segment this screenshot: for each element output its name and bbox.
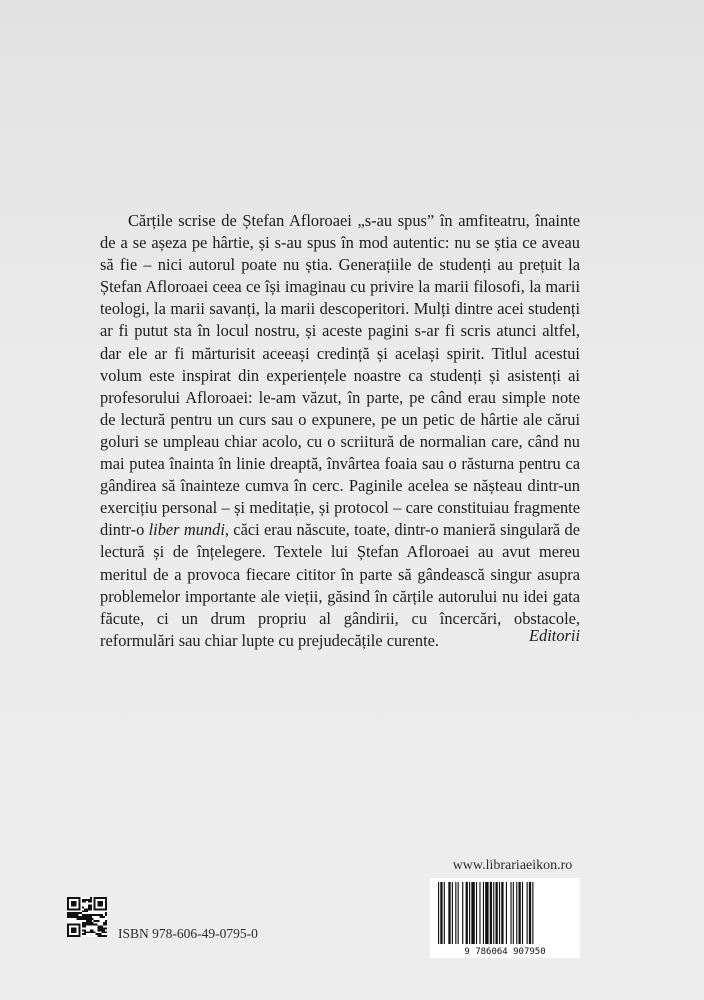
qr-module: [80, 916, 82, 918]
qr-module: [71, 916, 73, 918]
blurb-part-1: Cărțile scrise de Ștefan Afloroaei „s-au spus” în amfiteatru, înainte de a se așeza pe hârtie, și s-au spus în mod autentic: nu se știa ce aveau să fie – nici autorul poate nu știa. Generațiile de studenți au prețuit la Ștefan Afloroaei ceea ce își imaginau cu privire la marii filosofi, la marii teologi, la marii savanți, la marii descoperitori. Mulți dintre acei studenți ar fi putut sta în locul nostru, și aceste pagini s-ar fi scris atunci altfel, dar ele ar fi mărturisit aceeași credință și același spirit. Titlul acestui volum este inspirat din experiențele noastre ca studenți și asistenți ai profesorului Afloroaei: le-am văzut, în parte, pe când erau simple note de lectură pentru un curs sau o expunere, pe un petic de hârtie ale cărui goluri se umpleau chiar acolo, cu o scriitură de normalian care, când nu mai putea înainta în linie dreaptă, învârtea foaia sau o răsturna pentru ca gândirea să înainteze cumva în cerc. Paginile acelea se nășteau dintr-un exercițiu personal – și meditație, și protocol – care constituiau fragmente dintr-o: [100, 211, 580, 540]
blurb-part-2: , căci erau născute, toate, dintr-o manieră singulară de lectură și de înțelegere. Textele lui Ștefan Afloroaei au avut mereu meritul de a provoca fiecare cititor în parte să gândească singur asupra problemelor importante ale vieții, găsind în cărțile autorului nu idei gata făcute, ci un drum propriu al gândirii, cu încercări, obstacole, reformulări sau chiar lupte cu prejudecățile curente.: [100, 520, 580, 650]
qr-module: [101, 927, 103, 929]
qr-module: [84, 910, 86, 912]
qr-module: [103, 927, 105, 929]
qr-module: [105, 914, 107, 916]
qr-module: [86, 914, 88, 916]
qr-module: [84, 901, 86, 903]
qr-module: [75, 914, 77, 916]
barcode-bar: [455, 882, 456, 944]
qr-module: [73, 916, 75, 918]
qr-module: [101, 931, 103, 933]
qr-module: [82, 916, 84, 918]
qr-module: [80, 912, 82, 914]
qr-module: [96, 920, 98, 922]
qr-module: [84, 931, 86, 933]
barcode-bar: [483, 882, 484, 944]
qr-module: [86, 899, 88, 901]
qr-module: [82, 899, 84, 901]
qr-module: [92, 922, 94, 924]
qr-module: [71, 912, 73, 914]
qr-module: [92, 929, 94, 931]
blurb-text: [100, 210, 580, 652]
qr-module: [99, 914, 101, 916]
qr-module: [103, 922, 105, 924]
barcode-bars: [438, 882, 533, 944]
qr-module: [84, 914, 86, 916]
barcode-bar: [471, 882, 474, 944]
qr-module: [69, 914, 71, 916]
qr-module: [67, 916, 69, 918]
qr-module: [82, 918, 84, 920]
qr-module: [105, 920, 107, 922]
qr-module: [77, 912, 79, 914]
qr-module: [88, 920, 90, 922]
barcode-bar: [522, 882, 523, 944]
isbn: ISBN 978-606-49-0795-0: [118, 926, 258, 941]
qr-module: [94, 914, 96, 916]
qr-module: [82, 914, 84, 916]
qr-module: [69, 912, 71, 914]
qr-module: [90, 929, 92, 931]
website-url: www.librariaeikon.ro: [452, 858, 573, 873]
qr-module: [67, 914, 69, 916]
qr-module: [88, 899, 90, 901]
qr-module: [82, 929, 84, 931]
qr-module: [77, 916, 79, 918]
barcode-bar: [469, 882, 470, 944]
qr-module: [96, 924, 98, 926]
barcode-bar: [493, 882, 494, 944]
qr-module: [92, 924, 94, 926]
qr-module: [86, 908, 88, 910]
qr-module: [84, 933, 86, 935]
qr-module: [77, 914, 79, 916]
barcode-bar: [513, 882, 514, 944]
qr-module: [75, 912, 77, 914]
qr-module: [69, 916, 71, 918]
qr-module: [94, 920, 96, 922]
barcode-bar: [532, 882, 533, 944]
qr-code: [67, 897, 107, 937]
qr-module: [101, 929, 103, 931]
qr-module: [82, 924, 84, 926]
qr-module: [88, 931, 90, 933]
qr-module: [82, 933, 84, 935]
qr-module: [105, 912, 107, 914]
qr-module: [80, 918, 82, 920]
qr-module: [84, 899, 86, 901]
qr-module: [96, 914, 98, 916]
qr-module: [84, 922, 86, 924]
blurb-paragraph: [100, 210, 580, 652]
qr-module: [105, 924, 107, 926]
qr-module: [97, 927, 99, 929]
qr-module: [84, 929, 86, 931]
qr-module: [105, 935, 107, 937]
qr-module: [99, 933, 101, 935]
qr-module: [88, 908, 90, 910]
qr-module: [90, 918, 92, 920]
qr-module: [99, 927, 101, 929]
qr-module: [97, 935, 99, 937]
qr-module: [90, 916, 92, 918]
barcode-bar: [458, 882, 459, 944]
qr-module: [94, 931, 96, 933]
qr-module: [92, 931, 94, 933]
qr-module: [97, 914, 99, 916]
barcode-digits: 9 786064 907950: [464, 947, 546, 957]
qr-module: [71, 914, 73, 916]
qr-module: [97, 933, 99, 935]
qr-module: [84, 926, 86, 928]
qr-module: [73, 914, 75, 916]
qr-module: [105, 931, 107, 933]
qr-module: [88, 905, 90, 907]
qr-module: [82, 922, 84, 924]
qr-module: [90, 914, 92, 916]
barcode-bar: [516, 882, 517, 944]
barcode-bar: [529, 882, 531, 944]
qr-module: [92, 914, 94, 916]
qr-module: [94, 924, 96, 926]
qr-module: [84, 908, 86, 910]
qr-module: [84, 924, 86, 926]
barcode-bar: [501, 882, 503, 944]
qr-module: [101, 926, 103, 928]
qr-module: [82, 926, 84, 928]
qr-module: [90, 920, 92, 922]
qr-module: [97, 929, 99, 931]
qr-module: [88, 914, 90, 916]
barcode-bar: [462, 882, 463, 944]
qr-module: [99, 926, 101, 928]
barcode: [430, 878, 580, 958]
barcode-bar: [527, 882, 528, 944]
barcode-bar: [440, 882, 442, 944]
qr-module: [67, 912, 69, 914]
qr-module: [101, 914, 103, 916]
barcode-bar: [452, 882, 453, 944]
barcode-bar: [496, 882, 498, 944]
qr-module: [105, 922, 107, 924]
qr-module: [88, 916, 90, 918]
qr-module: [86, 920, 88, 922]
qr-module: [96, 933, 98, 935]
qr-module: [88, 924, 90, 926]
qr-module: [78, 916, 80, 918]
qr-module: [90, 924, 92, 926]
qr-code-graphic: [67, 897, 107, 937]
qr-module: [101, 935, 103, 937]
qr-module: [103, 929, 105, 931]
qr-module: [92, 918, 94, 920]
qr-module: [99, 935, 101, 937]
qr-module: [78, 912, 80, 914]
qr-module: [101, 916, 103, 918]
barcode-bar: [490, 882, 492, 944]
qr-module: [88, 901, 90, 903]
qr-module: [71, 927, 77, 933]
qr-module: [71, 901, 77, 907]
qr-module: [90, 899, 92, 901]
qr-module: [103, 935, 105, 937]
qr-module: [97, 920, 99, 922]
barcode-bar: [519, 882, 521, 944]
qr-module: [97, 926, 99, 928]
qr-module: [73, 912, 75, 914]
qr-module: [86, 910, 88, 912]
qr-module: [99, 916, 101, 918]
barcode-bar: [506, 882, 507, 944]
qr-module: [84, 918, 86, 920]
qr-module: [88, 922, 90, 924]
barcode-bar: [485, 882, 488, 944]
qr-module: [103, 924, 105, 926]
qr-module: [82, 901, 84, 903]
qr-module: [103, 931, 105, 933]
qr-module: [88, 918, 90, 920]
barcode-graphic: [430, 878, 580, 958]
qr-module: [90, 931, 92, 933]
qr-module: [86, 918, 88, 920]
blurb-italic-phrase: liber mundi: [148, 520, 225, 540]
qr-module: [86, 916, 88, 918]
qr-module: [99, 929, 101, 931]
barcode-bar: [444, 882, 445, 944]
qr-module: [90, 905, 92, 907]
barcode-bar: [499, 882, 500, 944]
qr-module: [90, 907, 92, 909]
qr-module: [82, 907, 84, 909]
qr-module: [90, 908, 92, 910]
qr-module: [105, 927, 107, 929]
qr-module: [86, 922, 88, 924]
qr-module: [75, 916, 77, 918]
barcode-bar: [510, 882, 511, 944]
barcode-bar: [466, 882, 468, 944]
qr-module: [84, 916, 86, 918]
barcode-bar: [476, 882, 477, 944]
qr-module: [78, 918, 80, 920]
qr-module: [90, 922, 92, 924]
qr-module: [86, 924, 88, 926]
signature: Editorii: [529, 626, 580, 645]
qr-module: [103, 916, 105, 918]
qr-module: [86, 931, 88, 933]
qr-module: [82, 910, 84, 912]
barcode-bar: [438, 882, 439, 944]
qr-module: [88, 907, 90, 909]
qr-module: [97, 901, 103, 907]
barcode-bar: [448, 882, 450, 944]
qr-module: [77, 918, 79, 920]
qr-module: [90, 897, 92, 899]
barcode-bar: [479, 882, 480, 944]
qr-module: [90, 901, 92, 903]
